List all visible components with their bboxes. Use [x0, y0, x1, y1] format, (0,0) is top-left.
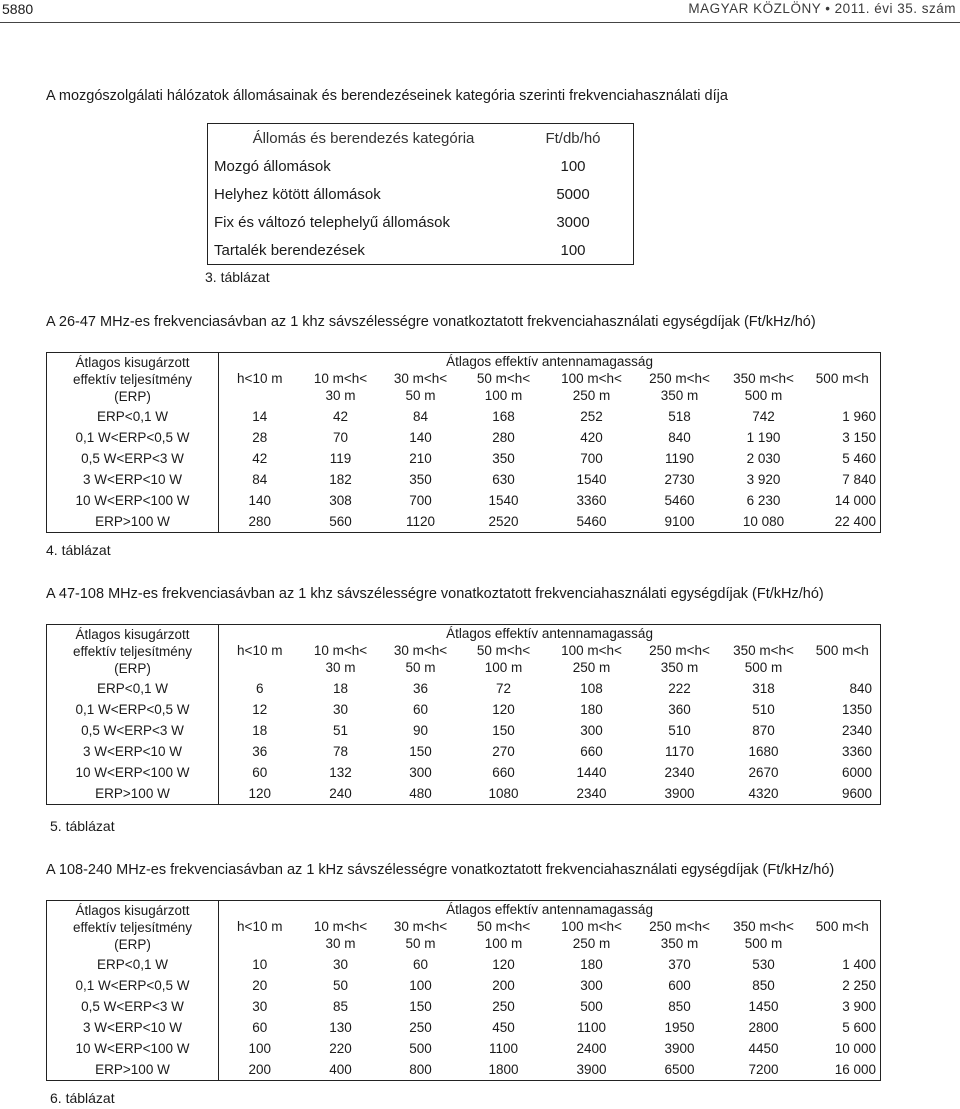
fee-value: 108 — [580, 680, 603, 696]
fee-value: 5 460 — [842, 450, 877, 466]
fee-value: 450 — [492, 1019, 515, 1035]
fee-value: 84 — [412, 408, 429, 424]
table-row — [47, 678, 881, 699]
fee-value: 140 — [409, 429, 432, 445]
fee-value: 132 — [329, 764, 352, 780]
table-header-row — [47, 625, 881, 643]
page-number: 5880 — [2, 1, 34, 17]
erp-row-label: 3 W<ERP<10 W — [82, 1019, 183, 1035]
table-row — [47, 448, 881, 469]
fee-value: 85 — [332, 998, 349, 1014]
erp-header-line: Átlagos kisugárzott — [75, 355, 190, 370]
column-header-line: 100 m<h< — [561, 643, 622, 658]
fee-value: 2730 — [664, 471, 695, 487]
fee-value: 500 — [409, 1040, 432, 1056]
height-column-header — [637, 918, 723, 954]
erp-row-label: ERP>100 W — [95, 785, 170, 801]
table-header-row — [47, 353, 881, 371]
page-header — [0, 0, 960, 24]
fee-value: 700 — [409, 492, 432, 508]
fee-value: 140 — [219, 490, 301, 511]
erp-row-label: 3 W<ERP<10 W — [82, 471, 183, 487]
category-label: Mozgó állomások — [214, 157, 331, 175]
table-row — [47, 1038, 881, 1059]
height-column-header — [547, 642, 637, 678]
column-header-line: 500 m — [744, 936, 783, 951]
fee-value: 240 — [329, 785, 352, 801]
height-column-header — [461, 918, 547, 954]
fee-value: 1100 — [488, 1040, 519, 1056]
height-column-header — [301, 642, 381, 678]
fee-value: 318 — [752, 680, 775, 696]
fee-value: 660 — [492, 764, 515, 780]
fee-value: 1190 — [664, 450, 695, 466]
fee-value: 36 — [219, 741, 301, 762]
table-header-row — [47, 901, 881, 919]
fee-value: 280 — [492, 429, 515, 445]
column-header-line: 250 m<h< — [649, 919, 710, 934]
fee-value: 530 — [752, 956, 775, 972]
fee-value: 60 — [219, 762, 301, 783]
fee-value: 200 — [219, 1059, 301, 1081]
table-row — [47, 975, 881, 996]
table-row — [47, 699, 881, 720]
table-row — [47, 1059, 881, 1081]
fee-value: 6000 — [841, 764, 873, 780]
height-column-header — [219, 918, 301, 954]
category-fee: 5000 — [556, 185, 590, 203]
fee-value: 119 — [329, 450, 352, 466]
fee-value: 70 — [332, 429, 349, 445]
erp-row-label: 0,5 W<ERP<3 W — [81, 450, 184, 466]
fee-value: 180 — [580, 956, 603, 972]
fee-value: 3 920 — [746, 471, 781, 487]
fee-value: 6500 — [664, 1061, 695, 1077]
fee-value: 72 — [495, 680, 512, 696]
column-header-line: 100 m — [484, 388, 523, 403]
fee-value: 51 — [332, 722, 349, 738]
fee-value: 500 — [580, 998, 603, 1014]
column-header-line: 500 m — [744, 388, 783, 403]
fee-value: 5460 — [664, 492, 695, 508]
fee-value: 220 — [329, 1040, 352, 1056]
fee-value: 7200 — [748, 1061, 779, 1077]
erp-header-cell — [47, 353, 219, 407]
height-column-header — [805, 918, 881, 954]
fee-value: 3 900 — [842, 998, 877, 1014]
erp-header-line: effektív teljesítmény — [72, 644, 193, 659]
fee-value: 150 — [409, 998, 432, 1014]
erp-header-line: (ERP) — [114, 661, 151, 676]
fee-value: 1 960 — [842, 408, 877, 424]
column-header-line: 350 m — [660, 660, 699, 675]
fee-value: 518 — [668, 408, 691, 424]
fee-value: 870 — [752, 722, 775, 738]
column-header-line: 30 m<h< — [393, 643, 448, 658]
fee-value: 168 — [492, 408, 515, 424]
erp-row-label: ERP>100 W — [95, 513, 170, 529]
column-header-line: 500 m<h — [815, 371, 869, 386]
fee-value: 9100 — [664, 513, 695, 529]
fee-value: 84 — [219, 469, 301, 490]
fee-value: 12 — [219, 699, 301, 720]
column-header-line: 30 m<h< — [393, 919, 448, 934]
fee-value: 1100 — [576, 1019, 607, 1035]
column-header-line: 50 m<h< — [476, 643, 531, 658]
column-header-line: 500 m — [744, 660, 783, 675]
fee-value: 560 — [329, 513, 352, 529]
fee-value: 210 — [409, 450, 432, 466]
fee-value: 130 — [329, 1019, 352, 1035]
fee-value: 1170 — [664, 743, 695, 759]
erp-row-label: 0,1 W<ERP<0,5 W — [75, 701, 190, 717]
column-header-line: h<10 m — [237, 643, 283, 658]
fee-value: 120 — [492, 701, 515, 717]
fee-value: 4320 — [748, 785, 779, 801]
fee-value: 280 — [219, 511, 301, 533]
fee-value: 2800 — [748, 1019, 779, 1035]
erp-header-line: effektív teljesítmény — [72, 920, 193, 935]
fee-value: 10 080 — [742, 513, 785, 529]
height-column-header — [723, 642, 805, 678]
column-header-line: h<10 m — [237, 919, 283, 934]
height-column-header — [381, 642, 461, 678]
fee-value: 36 — [412, 680, 429, 696]
table-4-label: 4. táblázat — [46, 542, 111, 558]
table-row — [47, 427, 881, 448]
fee-value: 6 — [219, 678, 301, 699]
fee-value: 16 000 — [834, 1061, 877, 1077]
fee-value: 1450 — [748, 998, 779, 1014]
category-fee: 3000 — [556, 213, 590, 231]
table-3-label: 3. táblázat — [205, 269, 270, 285]
column-header-line: 350 m<h< — [733, 919, 794, 934]
fee-value: 3360 — [576, 492, 607, 508]
fee-value: 90 — [412, 722, 429, 738]
column-header-line: 250 m — [572, 388, 611, 403]
running-title: MAGYAR KÖZLÖNY • 2011. évi 35. szám — [688, 1, 956, 16]
fee-value: 30 — [219, 996, 301, 1017]
erp-header-line: Átlagos kisugárzott — [75, 903, 190, 918]
erp-header-line: (ERP) — [114, 937, 151, 952]
table-5-caption: A 47-108 MHz-es frekvenciasávban az 1 khz sávszélességre vonatkoztatott frekvenciahasználati egységdíjak (Ft/kHz/hó) — [46, 586, 824, 602]
fee-value: 300 — [409, 764, 432, 780]
height-column-header — [637, 370, 723, 406]
fee-value: 3360 — [841, 743, 873, 759]
height-column-header — [461, 642, 547, 678]
erp-row-label: 10 W<ERP<100 W — [75, 492, 190, 508]
column-header-line: 50 m — [405, 388, 436, 403]
fee-value: 350 — [492, 450, 515, 466]
fee-column-header: Ft/db/hó — [545, 129, 601, 147]
erp-header-line: effektív teljesítmény — [72, 372, 193, 387]
fee-value: 3900 — [664, 785, 695, 801]
fee-value: 1 190 — [746, 429, 781, 445]
table-row — [47, 490, 881, 511]
fee-value: 360 — [668, 701, 691, 717]
fee-value: 400 — [329, 1061, 352, 1077]
fee-value: 30 — [332, 701, 349, 717]
fee-value: 20 — [219, 975, 301, 996]
fee-value: 10 000 — [834, 1040, 877, 1056]
table-row — [47, 783, 881, 805]
category-label: Fix és változó telephelyű állomások — [214, 213, 450, 231]
fee-value: 100 — [409, 977, 432, 993]
fee-value: 3 150 — [842, 429, 877, 445]
table-row — [47, 469, 881, 490]
table-row — [47, 762, 881, 783]
fee-value: 270 — [492, 743, 515, 759]
table-row — [47, 406, 881, 427]
height-header: Átlagos effektív antennamagasság — [219, 353, 881, 371]
column-header-line: 10 m<h< — [313, 643, 368, 658]
height-column-header — [723, 370, 805, 406]
fee-value: 1800 — [488, 1061, 519, 1077]
column-header-line: 250 m<h< — [649, 371, 710, 386]
fee-value: 6 230 — [746, 492, 781, 508]
fee-value: 60 — [412, 701, 429, 717]
fee-value: 78 — [332, 743, 349, 759]
fee-value: 2 250 — [842, 977, 877, 993]
table-row — [47, 720, 881, 741]
column-header-line: 500 m<h — [815, 919, 869, 934]
fee-value: 28 — [219, 427, 301, 448]
fee-value: 42 — [219, 448, 301, 469]
fee-value: 22 400 — [834, 513, 877, 529]
fee-value: 2520 — [488, 513, 519, 529]
fee-value: 2340 — [576, 785, 607, 801]
fee-value: 7 840 — [842, 471, 877, 487]
fee-value: 1 400 — [842, 956, 877, 972]
table-5-label: 5. táblázat — [50, 818, 115, 834]
fee-value: 250 — [409, 1019, 432, 1035]
height-column-header — [301, 370, 381, 406]
height-header: Átlagos effektív antennamagasság — [219, 625, 881, 643]
fee-value: 2340 — [841, 722, 873, 738]
fee-value: 180 — [580, 701, 603, 717]
fee-value: 3900 — [576, 1061, 607, 1077]
table-row — [47, 511, 881, 533]
column-header-line: 30 m — [325, 660, 356, 675]
erp-header-cell — [47, 901, 219, 955]
column-header-line: 30 m<h< — [393, 371, 448, 386]
fee-value: 5 600 — [842, 1019, 877, 1035]
column-header-line: 30 m — [325, 936, 356, 951]
column-header-line: 10 m<h< — [313, 919, 368, 934]
fee-value: 370 — [668, 956, 691, 972]
erp-header-cell — [47, 625, 219, 679]
column-header-line: 350 m — [660, 936, 699, 951]
fee-value: 9600 — [841, 785, 873, 801]
fee-value: 120 — [219, 783, 301, 805]
column-header-line: 350 m<h< — [733, 371, 794, 386]
fee-value: 14 — [219, 406, 301, 427]
fee-value: 840 — [668, 429, 691, 445]
column-header-line: 250 m — [572, 660, 611, 675]
fee-value: 840 — [849, 680, 873, 696]
table-row — [47, 741, 881, 762]
fee-value: 850 — [752, 977, 775, 993]
height-column-header — [381, 370, 461, 406]
column-header-line: 350 m<h< — [733, 643, 794, 658]
header-rule — [0, 22, 960, 23]
table-6-caption: A 108-240 MHz-es frekvenciasávban az 1 kHz sávszélességre vonatkoztatott frekvenciahasználati egységdíjak (Ft/kHz/hó) — [46, 862, 835, 878]
height-column-header — [301, 918, 381, 954]
fee-value: 4450 — [748, 1040, 779, 1056]
height-column-header — [805, 642, 881, 678]
erp-row-label: 3 W<ERP<10 W — [82, 743, 183, 759]
height-column-header — [461, 370, 547, 406]
fee-value: 850 — [668, 998, 691, 1014]
column-header-line: 50 m<h< — [476, 371, 531, 386]
category-label: Helyhez kötött állomások — [214, 185, 381, 203]
fee-value: 300 — [580, 722, 603, 738]
fee-value: 510 — [752, 701, 775, 717]
fee-value: 150 — [409, 743, 432, 759]
table-4-caption: A 26-47 MHz-es frekvenciasávban az 1 khz sávszélességre vonatkoztatott frekvenciahasználati egységdíjak (Ft/kHz/hó) — [46, 314, 816, 330]
fee-value: 120 — [492, 956, 515, 972]
column-header-line: 500 m<h — [815, 643, 869, 658]
table-row — [208, 180, 634, 208]
fee-value: 42 — [332, 408, 349, 424]
fee-value: 250 — [492, 998, 515, 1014]
table-row — [208, 208, 634, 236]
fee-table-108-240mhz — [46, 900, 881, 1081]
category-label: Tartalék berendezések — [214, 241, 365, 259]
fee-value: 1540 — [576, 471, 607, 487]
height-column-header — [805, 370, 881, 406]
column-header-line: 50 m — [405, 660, 436, 675]
category-table-header — [208, 124, 634, 153]
fee-value: 3900 — [664, 1040, 695, 1056]
fee-value: 60 — [412, 956, 429, 972]
fee-value: 1440 — [576, 764, 607, 780]
erp-row-label: 0,1 W<ERP<0,5 W — [75, 429, 190, 445]
column-header-line: 100 m — [484, 660, 523, 675]
fee-value: 18 — [332, 680, 349, 696]
fee-value: 100 — [219, 1038, 301, 1059]
erp-row-label: ERP>100 W — [95, 1061, 170, 1077]
height-column-header — [219, 642, 301, 678]
column-header-line: 30 m — [325, 388, 356, 403]
fee-value: 1680 — [748, 743, 779, 759]
fee-value: 480 — [409, 785, 432, 801]
fee-value: 30 — [332, 956, 349, 972]
category-column-header: Állomás és berendezés kategória — [252, 129, 475, 147]
fee-table-26-47mhz — [46, 352, 881, 533]
fee-value: 1350 — [841, 701, 873, 717]
fee-value: 252 — [580, 408, 603, 424]
fee-value: 1540 — [488, 492, 519, 508]
fee-value: 200 — [492, 977, 515, 993]
erp-row-label: 0,5 W<ERP<3 W — [81, 998, 184, 1014]
erp-row-label: 10 W<ERP<100 W — [75, 764, 190, 780]
fee-value: 2340 — [664, 764, 695, 780]
fee-value: 308 — [329, 492, 352, 508]
column-header-line: 50 m — [405, 936, 436, 951]
table-row — [47, 1017, 881, 1038]
fee-value: 800 — [409, 1061, 432, 1077]
fee-value: 1950 — [664, 1019, 695, 1035]
erp-header-line: (ERP) — [114, 389, 151, 404]
fee-value: 700 — [580, 450, 603, 466]
fee-value: 10 — [219, 954, 301, 975]
column-header-line: 250 m<h< — [649, 643, 710, 658]
height-column-header — [547, 370, 637, 406]
fee-value: 600 — [668, 977, 691, 993]
erp-header-line: Átlagos kisugárzott — [75, 627, 190, 642]
erp-row-label: 10 W<ERP<100 W — [75, 1040, 190, 1056]
column-header-line: 100 m<h< — [561, 919, 622, 934]
erp-row-label: 0,5 W<ERP<3 W — [81, 722, 184, 738]
column-header-line: h<10 m — [237, 371, 283, 386]
fee-value: 2400 — [576, 1040, 607, 1056]
column-header-line: 100 m<h< — [561, 371, 622, 386]
fee-value: 300 — [580, 977, 603, 993]
fee-value: 50 — [332, 977, 349, 993]
column-header-line: 250 m — [572, 936, 611, 951]
erp-row-label: ERP<0,1 W — [97, 408, 168, 424]
fee-table-47-108mhz — [46, 624, 881, 805]
fee-value: 60 — [219, 1017, 301, 1038]
fee-value: 350 — [409, 471, 432, 487]
height-column-header — [723, 918, 805, 954]
fee-value: 222 — [668, 680, 691, 696]
fee-value: 150 — [492, 722, 515, 738]
table-row — [208, 236, 634, 265]
table-row — [47, 954, 881, 975]
category-fee: 100 — [560, 241, 586, 259]
category-fee-table — [207, 123, 634, 265]
fee-value: 510 — [668, 722, 691, 738]
fee-value: 1120 — [405, 513, 436, 529]
section-title: A mozgószolgálati hálózatok állomásainak és berendezéseinek kategória szerinti frekvenciahasználati díja — [46, 88, 728, 104]
height-column-header — [219, 370, 301, 406]
height-column-header — [381, 918, 461, 954]
column-header-line: 350 m — [660, 388, 699, 403]
height-header: Átlagos effektív antennamagasság — [219, 901, 881, 919]
fee-value: 2670 — [748, 764, 779, 780]
fee-value: 742 — [752, 408, 775, 424]
fee-value: 1080 — [488, 785, 519, 801]
column-header-line: 100 m — [484, 936, 523, 951]
fee-value: 18 — [219, 720, 301, 741]
table-6-label: 6. táblázat — [50, 1090, 115, 1106]
column-header-line: 10 m<h< — [313, 371, 368, 386]
fee-value: 420 — [580, 429, 603, 445]
fee-value: 2 030 — [746, 450, 781, 466]
table-row — [208, 152, 634, 180]
height-column-header — [637, 642, 723, 678]
category-fee: 100 — [560, 157, 586, 175]
fee-value: 14 000 — [834, 492, 877, 508]
height-column-header — [547, 918, 637, 954]
erp-row-label: ERP<0,1 W — [97, 956, 168, 972]
column-header-line: 50 m<h< — [476, 919, 531, 934]
fee-value: 5460 — [576, 513, 607, 529]
fee-value: 182 — [329, 471, 352, 487]
fee-value: 630 — [492, 471, 515, 487]
erp-row-label: 0,1 W<ERP<0,5 W — [75, 977, 190, 993]
erp-row-label: ERP<0,1 W — [97, 680, 168, 696]
fee-value: 660 — [580, 743, 603, 759]
table-row — [47, 996, 881, 1017]
